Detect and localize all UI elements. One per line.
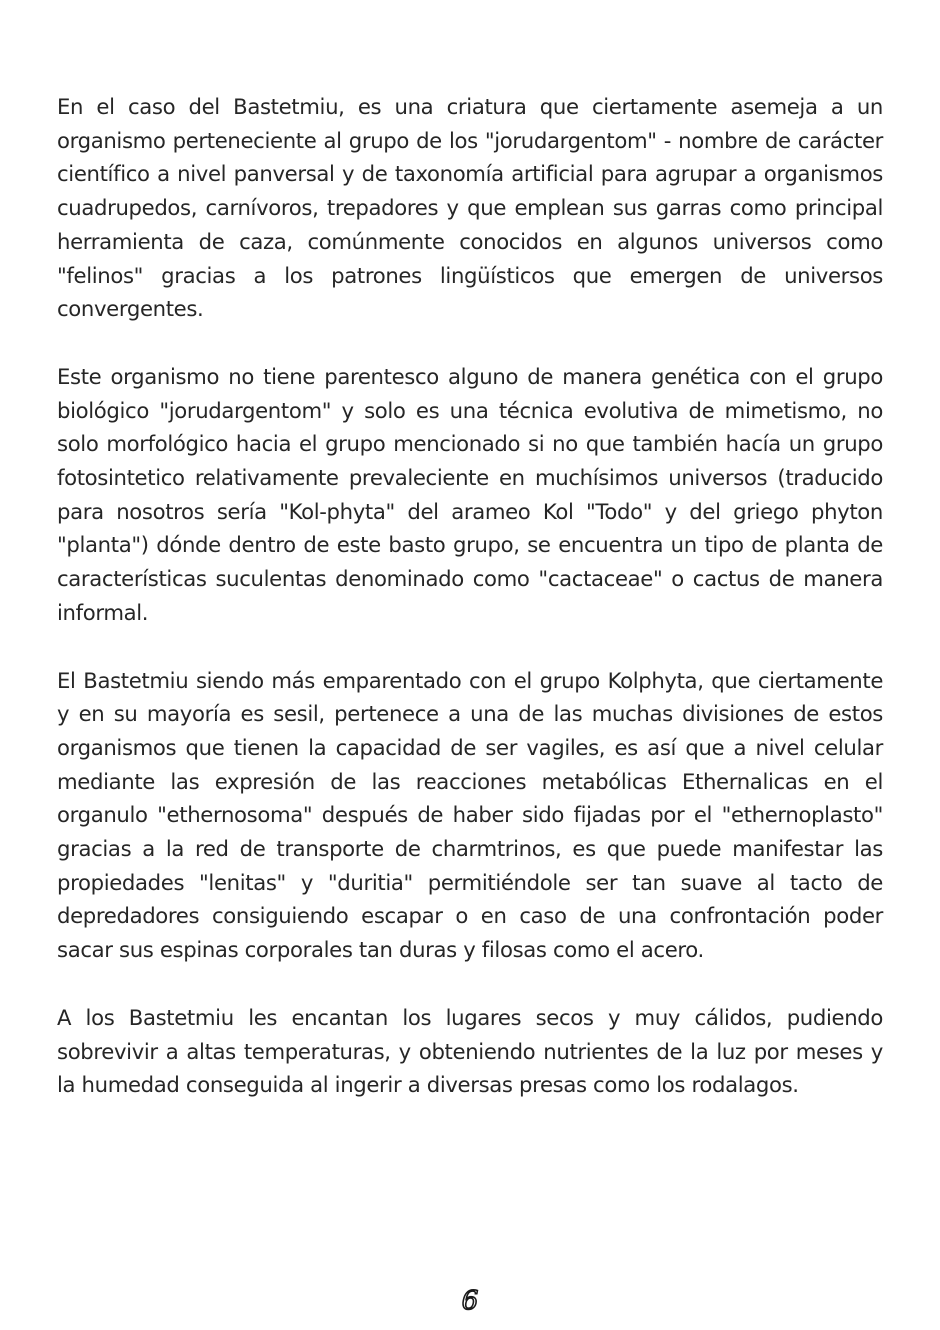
paragraph-kolphyta: El Bastetmiu siendo más emparentado con el grupo Kolphyta, que ciertamente y en su mayoría es sesil, pertenece a una de las muchas divisiones de estos organismos que tienen la capacidad de ser vagiles, es así que a nivel celular mediante las expresión de las reacciones metabólicas Ethernalicas en el organulo "ethernosoma" después de haber sido fijadas por el "ethernoplasto" gracias a la red de transporte de charmtrinos, es que puede manifestar las propiedades "lenitas" y "duritia" permitiéndole ser tan suave al tacto de depredadores consiguiendo escapar o en caso de una confrontación poder sacar sus espinas corporales tan duras y filosas como el acero. bbox=[57, 667, 883, 963]
page-number: 6 bbox=[461, 1286, 479, 1316]
paragraph-intro: En el caso del Bastetmiu, es una criatura que ciertamente asemeja a un organismo perteneciente al grupo de los "jorudargentom" - nombre de carácter científico a nivel panversal y de taxonomía artificial para agrupar a organismos cuadrupedos, carnívoros, trepadores y que emplean sus garras como principal herramienta de caza, comúnmente conocidos en algunos universos como "felinos" gracias a los patrones lingüísticos que emergen de universos convergentes. bbox=[57, 94, 883, 322]
paragraph-mimicry: Este organismo no tiene parentesco alguno de manera genética con el grupo biológico "jorudargentom" y solo es una técnica evolutiva de mimetismo, no solo morfológico hacia el grupo mencionado si no que también hacía un grupo fotosintetico relativamente prevaleciente en muchísimos universos (traducido para nosotros sería "Kol-phyta" del arameo Kol "Todo" y del griego phyton "planta") dónde dentro de este basto grupo, se encuentra un tipo de planta de características suculentas denominado como "cactaceae" o cactus de manera informal. bbox=[57, 363, 883, 625]
body-text bbox=[57, 90, 883, 1136]
paragraph-habitat: A los Bastetmiu les encantan los lugares secos y muy cálidos, pudiendo sobrevivir a altas temperaturas, y obteniendo nutrientes de la luz por meses y la humedad conseguida al ingerir a diversas presas como los rodalagos. bbox=[57, 1004, 883, 1098]
